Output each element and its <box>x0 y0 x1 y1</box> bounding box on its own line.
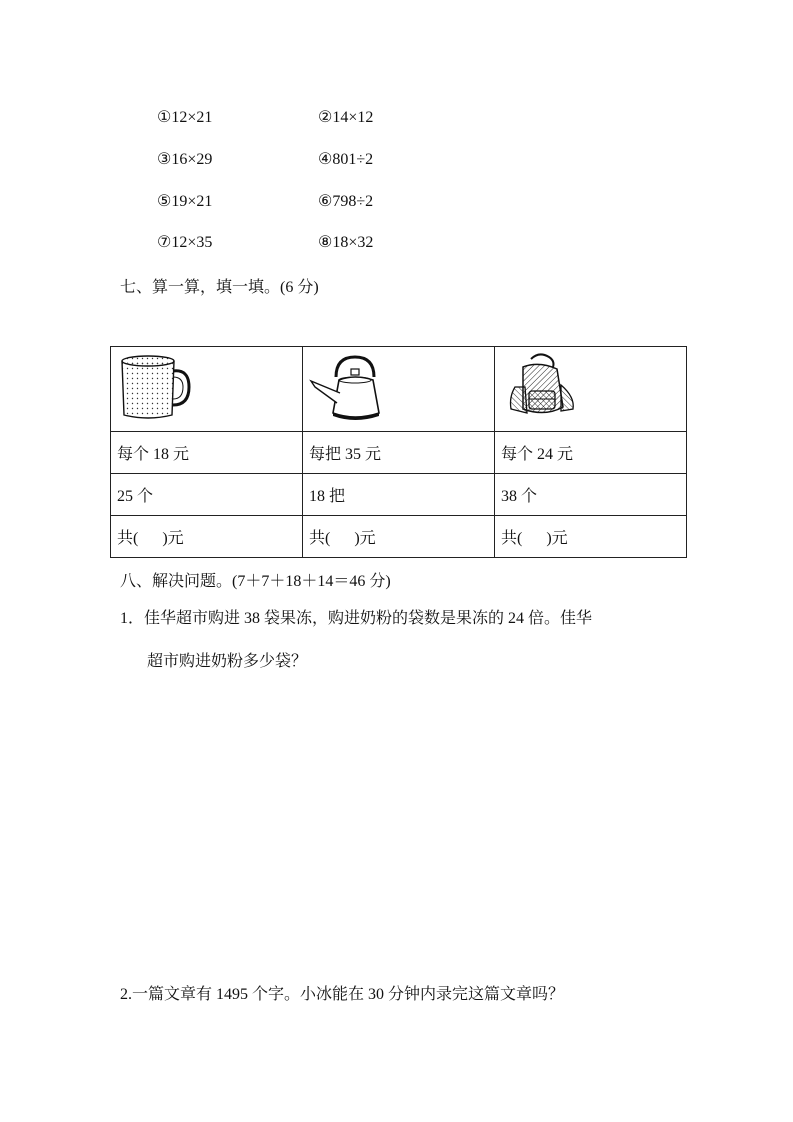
table-cell: 25 个 <box>111 474 303 516</box>
answer-area-1[interactable] <box>118 700 678 970</box>
answer-blank-cell[interactable]: 共( )元 <box>495 516 687 558</box>
calc-item-number: ③ <box>157 151 172 168</box>
question-1-line-2: 超市购进奶粉多少袋？ <box>147 653 308 670</box>
table-cell: 18 把 <box>303 474 495 516</box>
calc-item-number: ⑥ <box>318 193 333 210</box>
mug-icon <box>111 347 302 431</box>
calc-item-expression: 12×35 <box>171 234 213 251</box>
calc-item-expression: 19×21 <box>171 193 213 210</box>
calc-item-expression: 798÷2 <box>332 193 374 210</box>
table-cell-backpack <box>495 347 687 432</box>
calc-item-4 <box>318 149 373 169</box>
answer-blank-cell[interactable]: 共( )元 <box>303 516 495 558</box>
calc-item-8 <box>318 232 373 252</box>
calc-item-number: ② <box>318 109 333 126</box>
calc-item-number: ④ <box>318 151 333 168</box>
calc-item-number: ① <box>157 109 172 126</box>
calc-item-number: ⑧ <box>318 234 333 251</box>
calc-item-3 <box>157 149 212 169</box>
calc-item-7 <box>157 232 212 252</box>
calc-item-expression: 16×29 <box>171 151 213 168</box>
table-cell: 每个 18 元 <box>111 432 303 474</box>
calc-item-1 <box>157 107 212 127</box>
backpack-icon <box>495 347 686 431</box>
calc-item-expression: 801÷2 <box>332 151 374 168</box>
section7-title: 七、算一算，填一填。(6 分) <box>120 279 319 296</box>
answer-blank-cell[interactable]: 共( )元 <box>111 516 303 558</box>
question-2: 2.一篇文章有 1495 个字。小冰能在 30 分钟内录完这篇文章吗？ <box>120 986 565 1003</box>
table-cell: 38 个 <box>495 474 687 516</box>
price-table <box>110 346 687 558</box>
table-row-quantity <box>111 474 687 516</box>
table-row-total <box>111 516 687 558</box>
table-cell-kettle <box>303 347 495 432</box>
table-cell: 每个 24 元 <box>495 432 687 474</box>
section8-title: 八、解决问题。(7＋7＋18＋14＝46 分) <box>120 573 391 590</box>
table-row-price <box>111 432 687 474</box>
calc-item-6 <box>318 191 373 211</box>
calc-item-expression: 12×21 <box>171 109 213 126</box>
table-row-pictures <box>111 347 687 432</box>
calc-item-5 <box>157 191 212 211</box>
calc-item-2 <box>318 107 373 127</box>
calc-item-number: ⑤ <box>157 193 172 210</box>
table-cell-mug <box>111 347 303 432</box>
kettle-icon <box>303 347 494 431</box>
answer-area-2[interactable] <box>118 1015 678 1105</box>
calc-item-expression: 14×12 <box>332 109 374 126</box>
calc-item-number: ⑦ <box>157 234 172 251</box>
question-1-line-1: 1．佳华超市购进 38 袋果冻，购进奶粉的袋数是果冻的 24 倍。佳华 <box>120 610 593 627</box>
calc-item-expression: 18×32 <box>332 234 374 251</box>
table-cell: 每把 35 元 <box>303 432 495 474</box>
